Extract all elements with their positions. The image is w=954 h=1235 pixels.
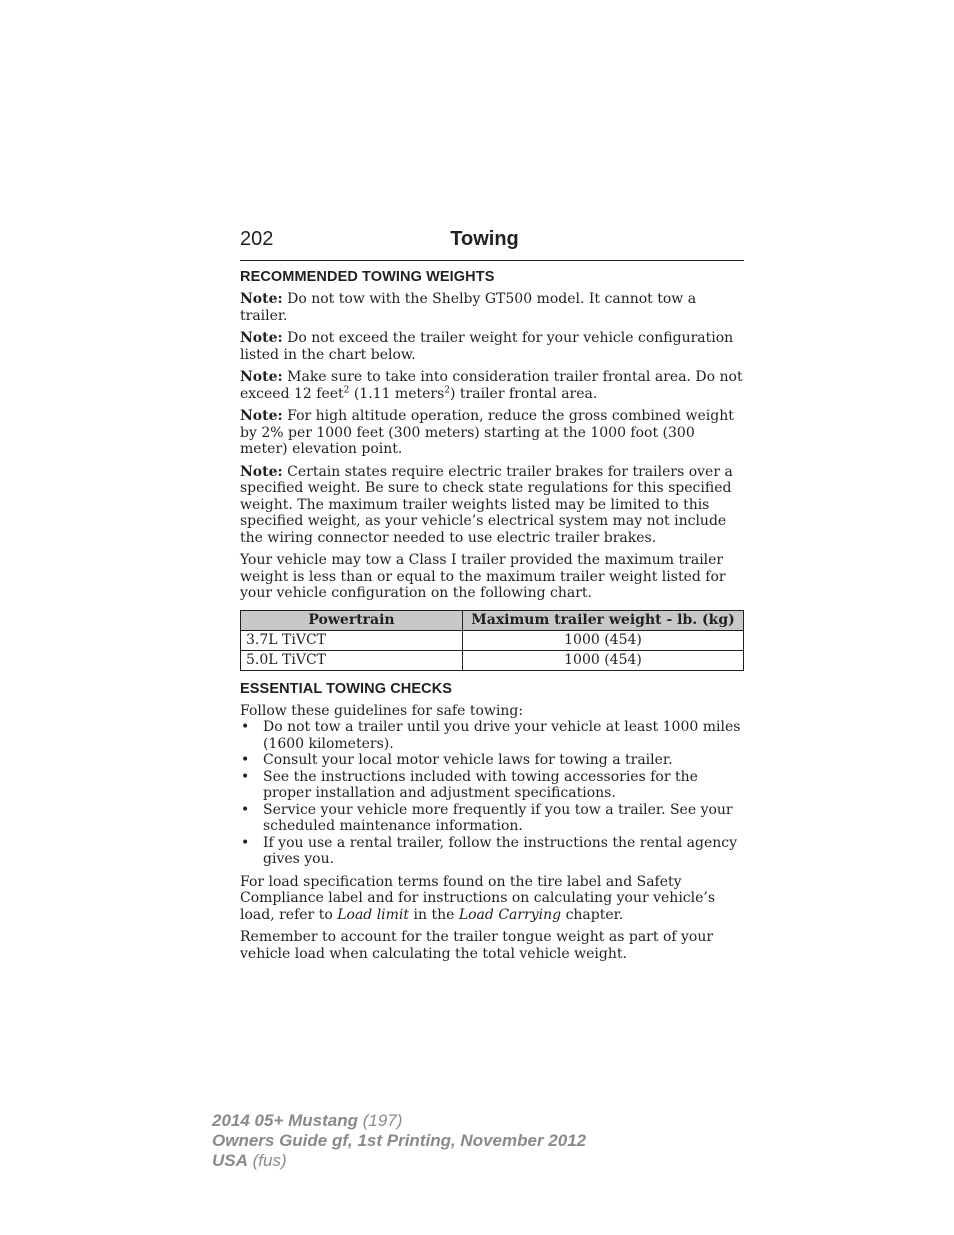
towing-weights-table xyxy=(240,610,744,671)
list-item: • Service your vehicle more frequently if you tow a trailer. See your scheduled maintenance information. xyxy=(240,802,744,835)
load-specification-paragraph: For load specification terms found on the tire label and Safety Compliance label and for instructions on calculating your vehicle’s load, refer to Load limit in the Load Carrying chapter. xyxy=(240,873,716,923)
table-header-powertrain: Powertrain xyxy=(241,610,463,630)
guidelines-list xyxy=(240,719,744,868)
page-footer xyxy=(212,1111,586,1171)
table-cell-weight: 1000 (454) xyxy=(463,650,744,670)
table-header-row xyxy=(241,610,744,630)
note-5: Note: Certain states require electric trailer brakes for trailers over a specified weight. Be sure to check state regulations for this specified weight. The maximum trailer weights listed may be limited to this specified weight, as your vehicle’s electrical system may not include the wiring connector needed to use electric trailer brakes. xyxy=(240,463,733,546)
guidelines-intro: Follow these guidelines for safe towing: xyxy=(240,702,524,719)
list-item: • See the instructions included with towing accessories for the proper installation and adjustment specifications. xyxy=(240,769,744,802)
footer-line-2: Owners Guide gf, 1st Printing, November 2012 xyxy=(212,1131,587,1150)
table-row xyxy=(241,650,744,670)
tongue-weight-paragraph: Remember to account for the trailer tongue weight as part of your vehicle load when calculating the total vehicle weight. xyxy=(240,929,714,962)
footer-line-3: USA (fus) xyxy=(212,1151,287,1170)
footer-line-1: 2014 05+ Mustang (197) xyxy=(212,1111,403,1130)
note-1: Note: Do not tow with the Shelby GT500 model. It cannot tow a trailer. xyxy=(240,291,697,324)
class-i-trailer-paragraph: Your vehicle may tow a Class I trailer provided the maximum trailer weight is less than or equal to the maximum trailer weight listed for your vehicle configuration on the following chart. xyxy=(240,552,726,601)
note-2: Note: Do not exceed the trailer weight for your vehicle configuration listed in the chart below. xyxy=(240,330,734,363)
section-heading-essential-towing-checks: ESSENTIAL TOWING CHECKS xyxy=(240,680,453,697)
load-carrying-reference: Load Carrying xyxy=(458,906,562,923)
section-heading-recommended-towing-weights: RECOMMENDED TOWING WEIGHTS xyxy=(240,269,495,285)
table-header-max-weight: Maximum trailer weight - lb. (kg) xyxy=(463,610,744,630)
note-3: Note: Make sure to take into consideration trailer frontal area. Do not exceed 12 feet$^2$ (1.11 meters$^2$) trailer frontal area. xyxy=(240,369,743,402)
list-item: • If you use a rental trailer, follow the instructions the rental agency gives you. xyxy=(240,835,744,868)
list-item: • Do not tow a trailer until you drive your vehicle at least 1000 miles (1600 kilometers). xyxy=(240,719,744,752)
manual-page xyxy=(240,228,744,968)
table-row xyxy=(241,630,744,650)
page-header xyxy=(240,228,744,261)
list-item: • Consult your local motor vehicle laws for towing a trailer. xyxy=(240,752,744,769)
table-cell-weight: 1000 (454) xyxy=(463,630,744,650)
page-number: 202 xyxy=(240,228,274,250)
table-cell-powertrain: 3.7L TiVCT xyxy=(241,630,463,650)
note-4: Note: For high altitude operation, reduce the gross combined weight by 2% per 1000 feet (300 meters) starting at the 1000 foot (300 meter) elevation point. xyxy=(240,408,734,457)
load-limit-reference: Load limit xyxy=(337,906,410,923)
chapter-title: Towing xyxy=(450,228,519,250)
table-cell-powertrain: 5.0L TiVCT xyxy=(241,650,463,670)
